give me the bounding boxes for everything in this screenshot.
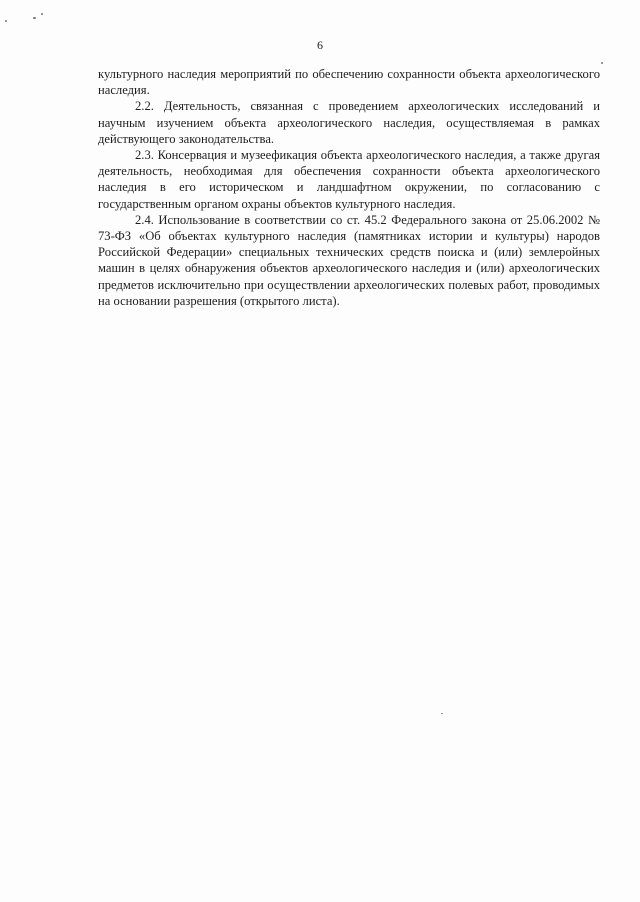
scan-speck <box>601 62 603 64</box>
scan-speck <box>33 17 36 19</box>
document-body <box>98 66 600 309</box>
scan-speck <box>41 13 43 15</box>
scan-speck <box>441 713 443 714</box>
scan-speck <box>5 20 7 22</box>
paragraph-continuation: культурного наследия мероприятий по обеспечению сохранности объекта археологического наследия. <box>98 67 600 98</box>
paragraph-2-2: 2.2. Деятельность, связанная с проведением археологических исследований и научным изучением объекта археологического наследия, осуществляемая в рамках действующего законодательства. <box>98 99 600 146</box>
paragraph-2-4: 2.4. Использование в соответствии со ст. 45.2 Федерального закона от 25.06.2002 № 73-ФЗ «Об объектах культурного наследия (памятниках истории и культуры) народов Российской Федерации» специальных технических средств поиска и (или) землеройных машин в целях обнаружения объектов археологического наследия и (или) археологических предметов исключительно при осуществлении археологических полевых работ, проводимых на основании разрешения (открытого листа). <box>98 212 600 308</box>
page-number: 6 <box>317 38 323 52</box>
paragraph-2-3: 2.3. Консервация и музеефикация объекта археологического наследия, а также другая деятельность, необходимая для обеспечения сохранности объекта археологического наследия в его историческом и ландшафтном окружении, по согласованию с государственным органом охраны объектов культурного наследия. <box>98 148 600 211</box>
